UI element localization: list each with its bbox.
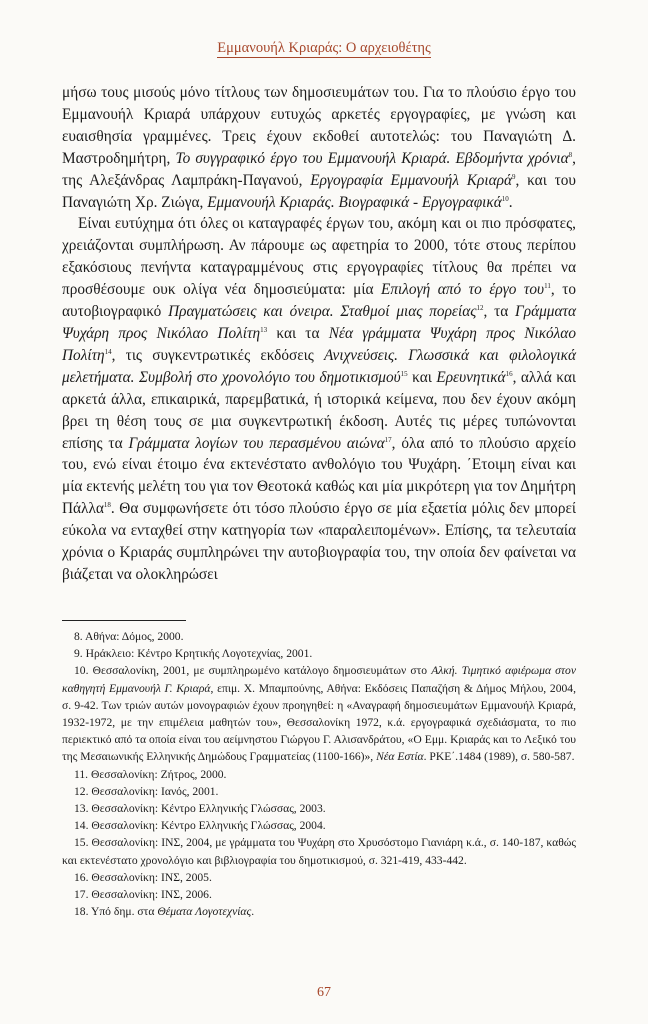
- footnote-15: [62, 834, 576, 868]
- book-title: Ερευνητικά: [436, 368, 506, 386]
- footnote-ref: 11: [544, 282, 551, 291]
- footnote-9: 9. Ηράκλειο: Κέντρο Κρητικής Λογοτεχνίας, 2001.: [74, 647, 313, 661]
- text-run: Είναι ευτύχημα ότι όλες οι καταγραφές έργων του, ακόμη και οι πιο πρόσφατες, χρειάζονται συμπλήρωση. Αν πάρουμε ως αφετηρία το 2000, τότε στους περίπου εξακόσιους πενήντα καταγραμμένους στις εργογραφίες τίτλους θα πρέπει να προσθέσουμε ουκ ολίγα νέα δημοσιεύματα: μία: [62, 215, 576, 299]
- text-run: μήσω τους μισούς μόνο τίτλους των δημοσιευμάτων του. Για το πλούσιο έργο του Εμμανουήλ Κριαρά υπάρχουν ευτυχώς αρκετές εργογραφίες, με γνώση και ευαισθησία γραμμένες. Τρεις έχουν εκδοθεί αυτοτελώς: του Παναγιώτη Δ. Μαστροδημήτρη,: [62, 84, 576, 167]
- text-run: , τις συγκεντρωτικές εκδόσεις: [111, 346, 325, 364]
- footnote-ref: 15: [400, 369, 408, 378]
- text-run: , και του Παναγιώτη Χρ. Ζιώγα,: [62, 171, 576, 211]
- footnote-ref: 16: [505, 369, 513, 378]
- footnote-12: 12. Θεσσαλονίκη: Ιανός, 2001.: [74, 784, 219, 798]
- footnote-ref: 12: [476, 304, 484, 313]
- text-run: , της Αλεξάνδρας Λαμπράκη-Παγανού,: [62, 149, 576, 189]
- text-run: , επιμ. Χ. Μπαμπούνης, Αθήνα: Εκδόσεις Παπαζήση & Δήμος Μήλου, 2004, σ. 9-42. Των τριών αυτών μονογραφιών έχουν προηγηθεί: η «Αναγραφή δημοσιευμάτων Εμμανουήλ Κριαρά, 1932-1972, με την επιμέλεια μαθητών του», Θεσσαλονίκη 1972, κ.ά. εργογραφικά σχεδιάσματα, το πιο περιεκτικό από τα οποία είναι του αείμνηστου Γιώργου Γ. Αλισανδράτου, «Ο Εμμ. Κριαράς και το Λεξικό του της Μεσαιωνικής Ελληνικής Δημώδους Γραμματείας (1100-166)»,: [62, 681, 576, 764]
- book-title: Γράμματα Ψυχάρη προς Νικόλαο Πολίτη: [62, 303, 576, 342]
- footnote-16: 16. Θεσσαλονίκη: ΙΝΣ, 2005.: [74, 870, 212, 884]
- text-run: .: [508, 193, 513, 211]
- text-run: 10. Θεσσαλονίκη, 2001, με συμπληρωμένο κατάλογο δημοσιευμάτων στο: [74, 664, 432, 678]
- footnote-11: 11. Θεσσαλονίκη: Ζήτρος, 2000.: [74, 767, 227, 781]
- text-run: , αλλά και αρκετά άλλα, επικαιρικά, παρεμβατικά, ή ιστορικά κείμενα, που δεν έχουν ακόμη βρει τη θέση τους σε μια συγκεντρωτική έκδοση. Αυτές τις μέρες τυπώνονται επίσης τα: [62, 368, 576, 452]
- book-title: Εμμανουήλ Κριαράς. Βιογραφικά - Εργογραφικά: [207, 193, 502, 211]
- text-run: .: [251, 905, 255, 919]
- footnotes: [62, 628, 576, 920]
- text-run: . ΡΚΕ΄.1484 (1989), σ. 580-587.: [423, 750, 575, 764]
- footnote-14: 14. Θεσσαλονίκη: Κέντρο Ελληνικής Γλώσσας, 2004.: [74, 819, 326, 833]
- footnote-13: 13. Θεσσαλονίκη: Κέντρο Ελληνικής Γλώσσας, 2003.: [74, 802, 326, 816]
- running-title: Εμμανουήλ Κριαράς: Ο αρχειοθέτης: [217, 40, 431, 56]
- footnote-divider: [62, 620, 186, 621]
- text-run: . Θα συμφωνήσετε ότι τόσο πλούσιο έργο σε μία εξαετία μόλις δεν μπορεί εύκολα να ενταχθεί στην κατηγορία των «παραλειπομένων». Επίσης, τα τελευταία χρόνια ο Κριαράς συμπληρώνει την αυτοβιογραφία του, την οποία δεν φαίνεται να βιάζεται να ολοκληρώσει: [62, 500, 576, 583]
- book-title: Γράμματα λογίων του περασμένου αιώνα: [128, 434, 385, 452]
- footnote-ref: 17: [384, 435, 392, 444]
- text-run: και: [407, 368, 437, 386]
- text-run: , το αυτοβιογραφικό: [62, 281, 577, 321]
- book-title: Το συγγραφικό έργο του Εμμανουήλ Κριαρά. Εβδομήντα χρόνια: [175, 149, 569, 167]
- footnote-8: 8. Αθήνα: Δόμος, 2000.: [74, 630, 184, 643]
- page-number: 67: [317, 985, 331, 1000]
- journal-title: Θέματα Λογοτεχνίας: [157, 905, 252, 919]
- book-title: Πραγματώσεις και όνειρα. Σταθμοί μιας πορείας: [168, 303, 477, 321]
- text-run: 18. Υπό δημ. στα: [74, 905, 158, 919]
- text-run: 15. Θεσσαλονίκη: ΙΝΣ, 2004, με γράμματα του Ψυχάρη στο Χρυσόστομο Γιανιάρη κ.ά., σ. 140-187, καθώς και εκτενέστατο χρονολόγιο και βιβλιογραφία του δημοτικισμού, σ. 321-419, 433-442.: [62, 836, 576, 867]
- footnote-ref: 8: [568, 150, 573, 159]
- text-run: και τα: [267, 324, 329, 342]
- main-text: [62, 82, 576, 586]
- running-header: [0, 40, 648, 57]
- footnote-ref: 13: [260, 325, 268, 334]
- footnote-ref: 14: [104, 347, 112, 356]
- text-run: , τα: [483, 303, 516, 321]
- footnote-ref: 18: [103, 501, 111, 510]
- paragraph-1: [62, 82, 576, 213]
- paragraph-2: [62, 213, 576, 585]
- footnote-17: 17. Θεσσαλονίκη: ΙΝΣ, 2006.: [74, 888, 212, 902]
- text-run: , όλα από το πλούσιο αρχείο του, ενώ είναι έτοιμο ένα εκτενέστατο ανθολόγιο του Ψυχάρη. ΄Ετοιμη είναι και μία εκτενής μελέτη του για τον Θεοτοκά καθώς και μία μικρότερη για τον Δημήτρη Πάλλα: [62, 434, 576, 518]
- book-title: Ανιχνεύσεις. Γλωσσικά και φιλολογικά μελετήματα. Συμβολή στο χρονολόγιο του δημοτικισμού: [62, 346, 576, 386]
- footnote-ref: 10: [501, 194, 509, 203]
- book-title: Αλκή. Τιμητικό αφιέρωμα στον καθηγητή Εμμανουήλ Γ. Κριαρά: [62, 664, 576, 695]
- footnote-ref: 9: [511, 172, 516, 181]
- book-title: Επιλογή από το έργο του: [381, 281, 545, 299]
- book-title: Εργογραφία Εμμανουήλ Κριαρά: [310, 171, 512, 189]
- footnote-10: [62, 662, 576, 765]
- journal-title: Νέα Εστία: [376, 750, 424, 764]
- book-title: Νέα γράμματα Ψυχάρη προς Νικόλαο Πολίτη: [62, 324, 576, 364]
- footnote-18: [62, 903, 576, 920]
